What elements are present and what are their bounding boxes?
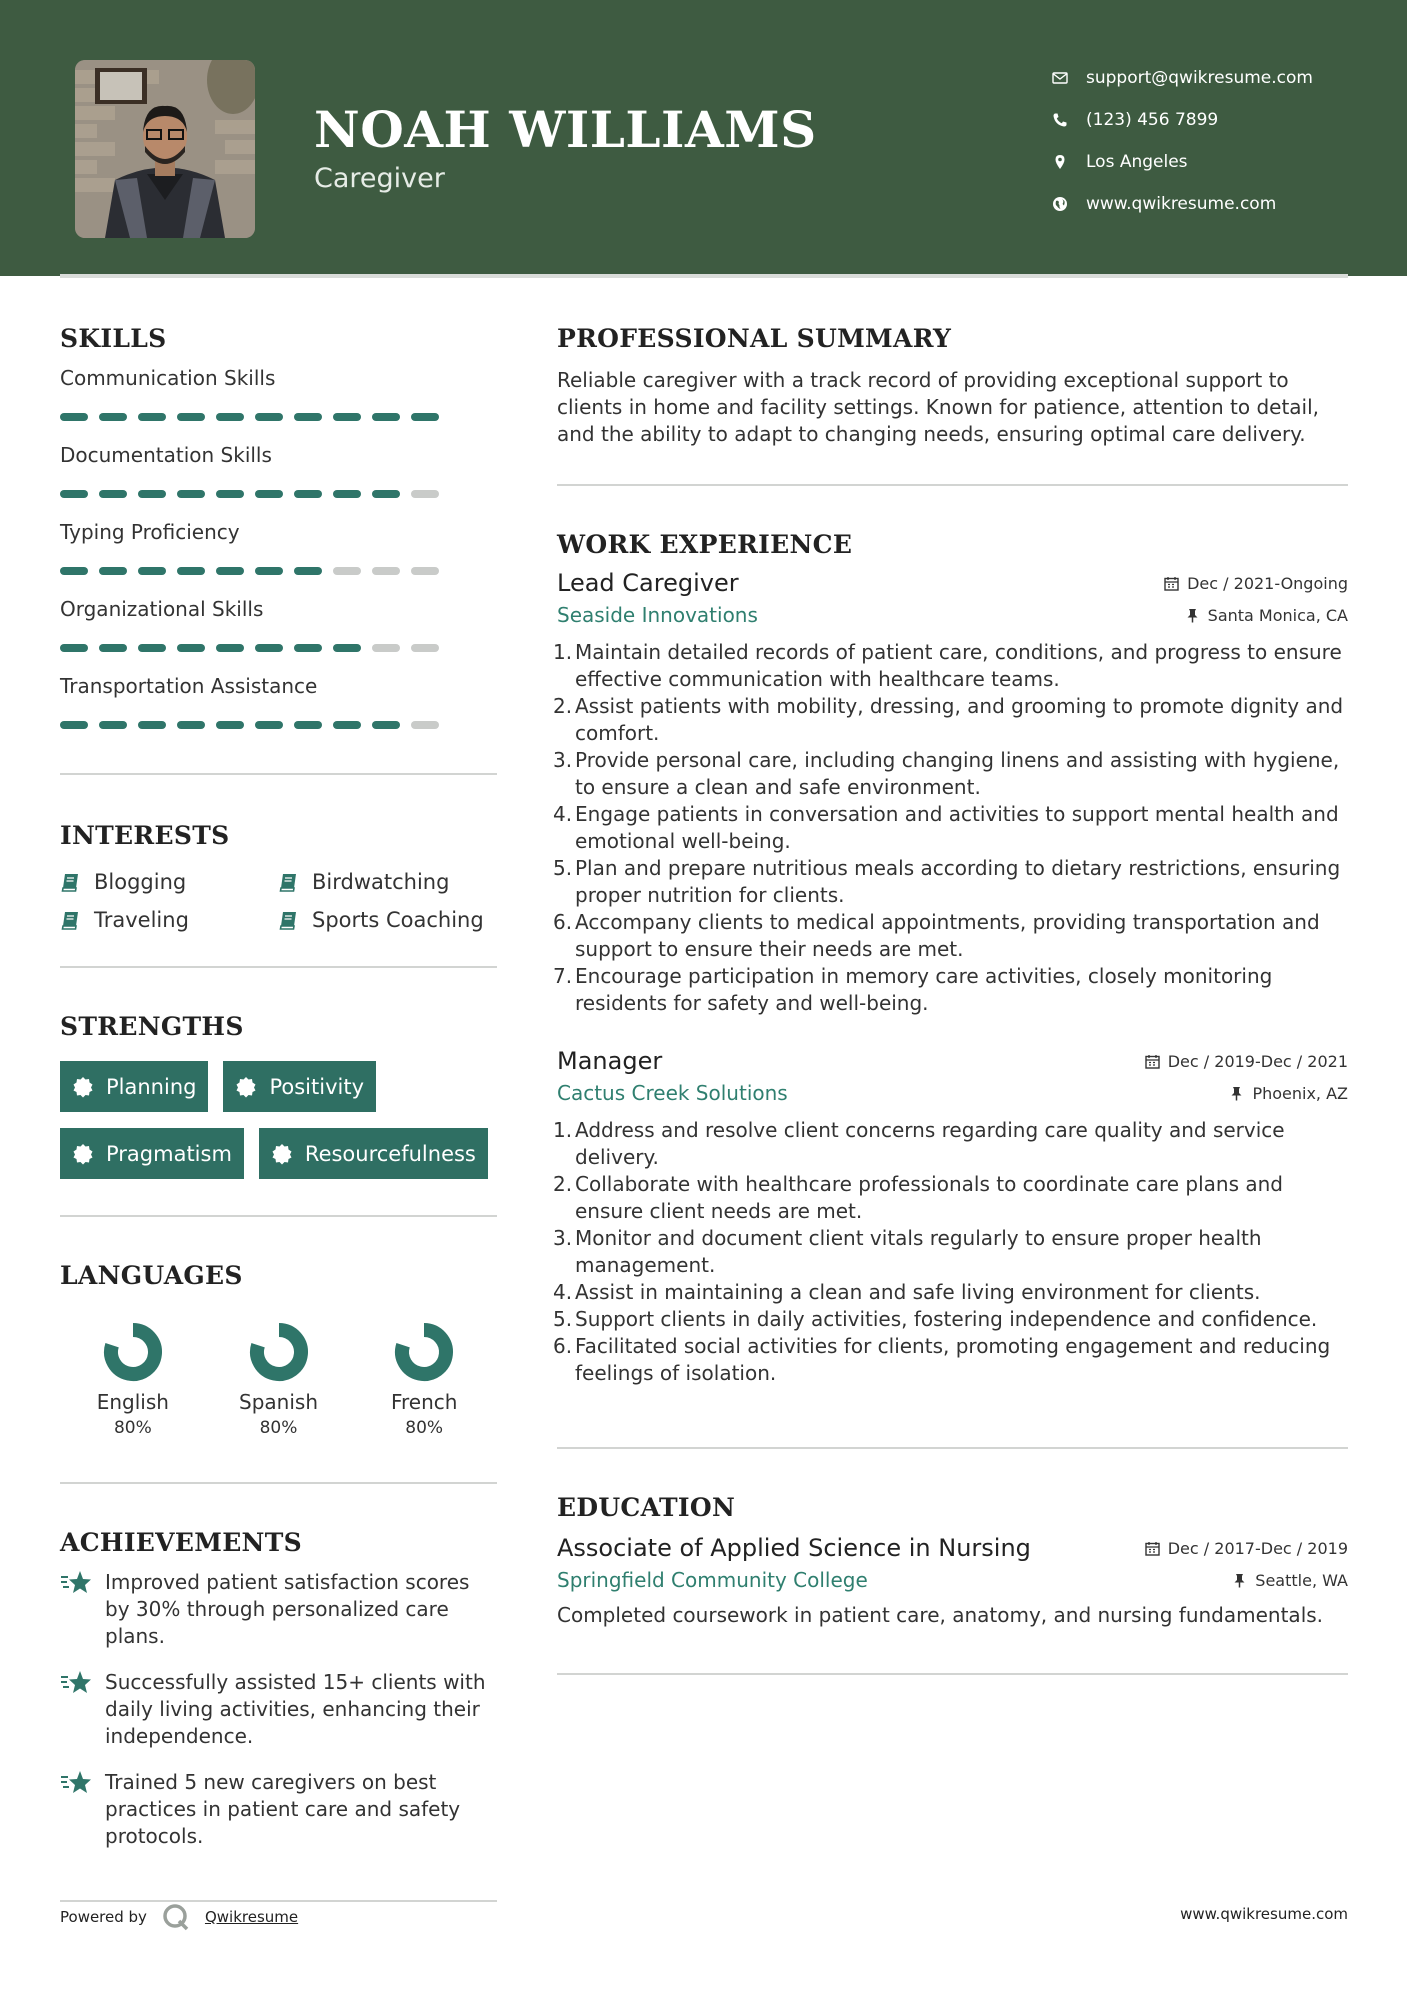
duty-item: 5. Support clients in daily activities, fostering independence and confidence.	[553, 1307, 1318, 1331]
education-description: Completed coursework in patient care, anatomy, and nursing fundamentals.	[557, 1603, 1324, 1627]
skill-dot-filled	[333, 413, 361, 421]
duty-item: 1. Address and resolve client concerns regarding care quality and service delivery.	[557, 1117, 1348, 1171]
skill-dot-filled	[99, 490, 127, 498]
interest-item	[278, 870, 496, 894]
duty-item: 7. Encourage participation in memory care activities, closely monitoring residents for safety and well-being.	[557, 963, 1348, 1017]
qwikresume-logo-icon	[161, 1902, 191, 1932]
achievements-list	[60, 1569, 497, 1850]
skill-dot-filled	[177, 567, 205, 575]
skill-dot-filled	[177, 413, 205, 421]
strength-chip	[60, 1061, 208, 1112]
education-dates	[1145, 1539, 1348, 1558]
contact-website-text: www.qwikresume.com	[1086, 194, 1277, 214]
duty-text: Assist patients with mobility, dressing, and grooming to promote dignity and comfort.	[575, 694, 1344, 745]
right-column	[553, 324, 1348, 1675]
education-subheader	[557, 1568, 1348, 1592]
skill-dot-filled	[216, 490, 244, 498]
skill-dot-filled	[60, 644, 88, 652]
powered-by-label: Powered by	[60, 1908, 147, 1926]
skill-dot-empty	[411, 490, 439, 498]
interest-label: Sports Coaching	[312, 908, 484, 932]
job-location-text: Phoenix, AZ	[1252, 1083, 1348, 1103]
experience-section	[553, 530, 1348, 1387]
language-ring	[101, 1320, 165, 1384]
profile-photo	[75, 60, 255, 238]
language-item	[351, 1320, 497, 1438]
contact-phone-text: (123) 456 7899	[1086, 110, 1219, 130]
education-heading: EDUCATION	[557, 1493, 736, 1522]
achievement-text: Improved patient satisfaction scores by 30% through personalized care plans.	[105, 1570, 470, 1648]
duty-item: 5. Plan and prepare nutritious meals according to dietary restrictions, ensuring proper nutrition for clients.	[557, 855, 1348, 909]
language-ring	[247, 1320, 311, 1384]
summary-section	[557, 324, 1348, 448]
skill-dot-filled	[294, 490, 322, 498]
skill-dot-filled	[294, 644, 322, 652]
strength-chip	[223, 1061, 376, 1112]
skills-heading: SKILLS	[60, 324, 167, 353]
skill-dot-filled	[138, 644, 166, 652]
section-divider	[60, 966, 497, 968]
duty-text: Facilitated social activities for clients, promoting engagement and reducing feelings of isolation.	[575, 1334, 1331, 1385]
badge-icon	[271, 1143, 293, 1165]
contact-phone[interactable]	[1050, 99, 1313, 141]
skill-level-bar	[60, 470, 497, 517]
skill-dot-empty	[372, 644, 400, 652]
skill-dot-filled	[255, 490, 283, 498]
language-ring-arc	[402, 1330, 446, 1374]
job-dates-text: Dec / 2021-Ongoing	[1187, 573, 1348, 593]
contact-location	[1050, 141, 1313, 183]
duty-text: Support clients in daily activities, fostering independence and confidence.	[575, 1307, 1318, 1331]
skill-dot-filled	[372, 490, 400, 498]
skills-section	[60, 324, 497, 748]
duty-item: 4. Assist in maintaining a clean and safe living environment for clients.	[553, 1280, 1261, 1304]
section-divider	[60, 1215, 497, 1217]
star-icon	[60, 1569, 94, 1597]
skill-dot-filled	[294, 567, 322, 575]
job-duties	[553, 639, 1348, 1017]
education-school: Springfield Community College	[557, 1568, 868, 1592]
duty-text: Assist in maintaining a clean and safe living environment for clients.	[575, 1280, 1261, 1304]
achievements-section	[60, 1528, 497, 1850]
language-percent: 80%	[405, 1418, 444, 1438]
skill-dot-filled	[216, 567, 244, 575]
skill-dot-filled	[216, 721, 244, 729]
job-subheader	[557, 1081, 1348, 1105]
language-name: English	[96, 1390, 169, 1414]
experience-heading: WORK EXPERIENCE	[557, 530, 853, 559]
job-dates	[1145, 1052, 1348, 1071]
skill-level-bar	[60, 701, 497, 748]
job-entry	[553, 1047, 1348, 1387]
calendar-icon	[1145, 1541, 1160, 1556]
badge-icon	[235, 1076, 257, 1098]
strength-label: Planning	[106, 1074, 197, 1099]
achievement-item	[60, 1669, 497, 1750]
job-company: Seaside Innovations	[557, 603, 758, 627]
strength-label: Resourcefulness	[304, 1141, 476, 1166]
achievement-item	[60, 1769, 497, 1850]
interests-section	[60, 821, 497, 932]
job-location	[1185, 606, 1348, 625]
globe-icon	[1050, 196, 1070, 212]
skill-dot-filled	[99, 567, 127, 575]
skill-dot-filled	[177, 644, 205, 652]
skills-list	[60, 363, 497, 748]
section-divider	[557, 1447, 1348, 1449]
duty-item: 6. Facilitated social activities for clients, promoting engagement and reducing feelings of isolation.	[557, 1333, 1348, 1387]
skill-dot-filled	[216, 644, 244, 652]
section-divider	[60, 773, 497, 775]
duty-text: Accompany clients to medical appointments, providing transportation and support to ensure their needs are met.	[575, 910, 1320, 961]
skill-name: Organizational Skills	[60, 597, 264, 621]
language-name: Spanish	[239, 1390, 318, 1414]
skill-dot-empty	[372, 567, 400, 575]
duty-item: 2. Assist patients with mobility, dressing, and grooming to promote dignity and comfort.	[557, 693, 1348, 747]
job-location	[1229, 1084, 1348, 1103]
contact-email-text: support@qwikresume.com	[1086, 68, 1313, 88]
map-pin-icon	[1050, 154, 1070, 170]
interest-label: Traveling	[94, 908, 189, 932]
achievement-text: Successfully assisted 15+ clients with daily living activities, enhancing their independence.	[105, 1670, 486, 1748]
book-icon	[60, 909, 82, 931]
languages-section	[60, 1261, 497, 1438]
skill-dot-filled	[99, 721, 127, 729]
skill-dot-filled	[372, 413, 400, 421]
skill-level-bar	[60, 393, 497, 440]
job-header	[557, 569, 1348, 597]
skill-name: Documentation Skills	[60, 443, 272, 467]
duty-text: Engage patients in conversation and activities to support mental health and emotional well-being.	[575, 802, 1339, 853]
skill-dot-filled	[255, 644, 283, 652]
job-duties	[553, 1117, 1348, 1387]
strengths-heading: STRENGTHS	[60, 1012, 244, 1041]
contact-website[interactable]	[1050, 183, 1313, 225]
book-icon	[278, 871, 300, 893]
strengths-section	[60, 1012, 497, 1179]
header-underline	[60, 274, 1348, 278]
resume-header	[0, 0, 1407, 276]
calendar-icon	[1164, 576, 1179, 591]
duty-item: 6. Accompany clients to medical appointments, providing transportation and support to ensure their needs are met.	[557, 909, 1348, 963]
badge-icon	[72, 1143, 94, 1165]
duty-text: Maintain detailed records of patient care, conditions, and progress to ensure effective communication with healthcare teams.	[575, 640, 1342, 691]
skill-dot-filled	[177, 721, 205, 729]
language-percent: 80%	[113, 1418, 152, 1438]
language-ring	[392, 1320, 456, 1384]
interest-item	[60, 870, 278, 894]
skill-dot-empty	[411, 567, 439, 575]
qwikresume-link[interactable]: Qwikresume	[204, 1908, 299, 1926]
envelope-icon	[1050, 70, 1070, 86]
powered-by	[60, 1902, 298, 1932]
job-entry	[553, 569, 1348, 1017]
skill-dot-filled	[333, 644, 361, 652]
strength-chip	[60, 1128, 244, 1179]
skill-dot-filled	[411, 413, 439, 421]
education-dates-text: Dec / 2017-Dec / 2019	[1167, 1538, 1348, 1558]
job-title: Manager	[557, 1047, 663, 1075]
calendar-icon	[1145, 1054, 1160, 1069]
duty-item: 1. Maintain detailed records of patient care, conditions, and progress to ensure effective communication with healthcare teams.	[557, 639, 1348, 693]
profile-photo-illustration	[75, 60, 255, 238]
job-dates	[1164, 574, 1348, 593]
skill-dot-filled	[99, 413, 127, 421]
language-percent: 80%	[259, 1418, 298, 1438]
languages-heading: LANGUAGES	[60, 1261, 243, 1290]
skill-dot-filled	[60, 490, 88, 498]
skill-level-bar	[60, 624, 497, 671]
summary-heading: PROFESSIONAL SUMMARY	[557, 324, 952, 353]
skill-name: Transportation Assistance	[60, 674, 318, 698]
language-item	[206, 1320, 352, 1438]
interest-label: Birdwatching	[312, 870, 450, 894]
skill-level-bar	[60, 547, 497, 594]
star-icon	[60, 1769, 94, 1797]
skill-dot-filled	[255, 567, 283, 575]
skill-dot-filled	[138, 721, 166, 729]
candidate-title: Caregiver	[314, 163, 445, 194]
languages-list	[60, 1320, 497, 1438]
skill-dot-filled	[255, 413, 283, 421]
pushpin-icon	[1185, 608, 1200, 623]
star-icon	[60, 1669, 94, 1697]
job-location-text: Santa Monica, CA	[1207, 605, 1348, 625]
skill-dot-empty	[411, 644, 439, 652]
duty-item: 3. Provide personal care, including changing linens and assisting with hygiene, to ensure a clean and safe environment.	[557, 747, 1348, 801]
job-dates-text: Dec / 2019-Dec / 2021	[1167, 1051, 1348, 1071]
contact-email[interactable]	[1050, 57, 1313, 99]
badge-icon	[72, 1076, 94, 1098]
skill-dot-filled	[138, 490, 166, 498]
contact-list	[1050, 57, 1313, 225]
left-column	[60, 324, 497, 1869]
book-icon	[278, 909, 300, 931]
skill-dot-filled	[60, 721, 88, 729]
duty-text: Address and resolve client concerns regarding care quality and service delivery.	[575, 1118, 1285, 1169]
skill-dot-empty	[333, 567, 361, 575]
strength-label: Positivity	[269, 1074, 364, 1099]
candidate-name: NOAH WILLIAMS	[314, 100, 817, 159]
skill-dot-filled	[216, 413, 244, 421]
footer-website[interactable]: www.qwikresume.com	[1180, 1905, 1348, 1923]
interest-label: Blogging	[94, 870, 187, 894]
language-item	[60, 1320, 206, 1438]
section-divider	[557, 1673, 1348, 1675]
education-section	[557, 1493, 1348, 1629]
job-header	[557, 1047, 1348, 1075]
skill-dot-filled	[60, 567, 88, 575]
duty-item: 3. Monitor and document client vitals regularly to ensure proper health management.	[557, 1225, 1348, 1279]
language-ring-arc	[257, 1330, 301, 1374]
duty-text: Provide personal care, including changing linens and assisting with hygiene, to ensure a clean and safe environment.	[575, 748, 1340, 799]
skill-dot-filled	[138, 413, 166, 421]
skill-dot-filled	[372, 721, 400, 729]
job-subheader	[557, 603, 1348, 627]
language-ring-arc	[111, 1330, 155, 1374]
section-divider	[557, 484, 1348, 486]
skill-dot-filled	[138, 567, 166, 575]
strength-chip	[259, 1128, 488, 1179]
duty-item: 2. Collaborate with healthcare professionals to coordinate care plans and ensure client needs are met.	[557, 1171, 1348, 1225]
interest-item	[60, 908, 278, 932]
duty-text: Monitor and document client vitals regularly to ensure proper health management.	[575, 1226, 1262, 1277]
job-company: Cactus Creek Solutions	[557, 1081, 788, 1105]
phone-icon	[1050, 112, 1070, 128]
language-name: French	[390, 1390, 458, 1414]
education-degree: Associate of Applied Science in Nursing	[557, 1534, 1031, 1562]
skill-dot-filled	[255, 721, 283, 729]
contact-location-text: Los Angeles	[1086, 152, 1188, 172]
job-title: Lead Caregiver	[557, 569, 739, 597]
book-icon	[60, 871, 82, 893]
skill-name: Communication Skills	[60, 366, 276, 390]
skill-name: Typing Proficiency	[60, 520, 240, 544]
achievement-text: Trained 5 new caregivers on best practices in patient care and safety protocols.	[105, 1770, 461, 1848]
strength-label: Pragmatism	[106, 1141, 232, 1166]
skill-dot-filled	[294, 413, 322, 421]
education-location	[1232, 1571, 1348, 1590]
summary-text: Reliable caregiver with a track record of providing exceptional support to clients in home and facility settings. Known for patience, attention to detail, and the ability to adapt to changing needs, ensuring optimal care delivery.	[557, 368, 1320, 446]
interest-item	[278, 908, 496, 932]
skill-dot-filled	[99, 644, 127, 652]
strengths-list	[60, 1061, 497, 1179]
interests-list	[60, 870, 497, 932]
skill-dot-filled	[333, 721, 361, 729]
pushpin-icon	[1229, 1086, 1244, 1101]
duty-text: Collaborate with healthcare professionals to coordinate care plans and ensure client needs are met.	[575, 1172, 1283, 1223]
skill-dot-filled	[60, 413, 88, 421]
skill-dot-filled	[333, 490, 361, 498]
duty-item: 4. Engage patients in conversation and activities to support mental health and emotional well-being.	[557, 801, 1348, 855]
duty-text: Plan and prepare nutritious meals according to dietary restrictions, ensuring proper nutrition for clients.	[575, 856, 1341, 907]
achievement-item	[60, 1569, 497, 1650]
achievements-heading: ACHIEVEMENTS	[60, 1528, 302, 1557]
education-location-text: Seattle, WA	[1255, 1570, 1348, 1590]
skill-dot-filled	[177, 490, 205, 498]
education-header	[557, 1534, 1348, 1562]
pushpin-icon	[1232, 1573, 1247, 1588]
interests-heading: INTERESTS	[60, 821, 230, 850]
duty-text: Encourage participation in memory care activities, closely monitoring residents for safety and well-being.	[575, 964, 1273, 1015]
section-divider	[60, 1482, 497, 1484]
skill-dot-filled	[294, 721, 322, 729]
skill-dot-empty	[411, 721, 439, 729]
